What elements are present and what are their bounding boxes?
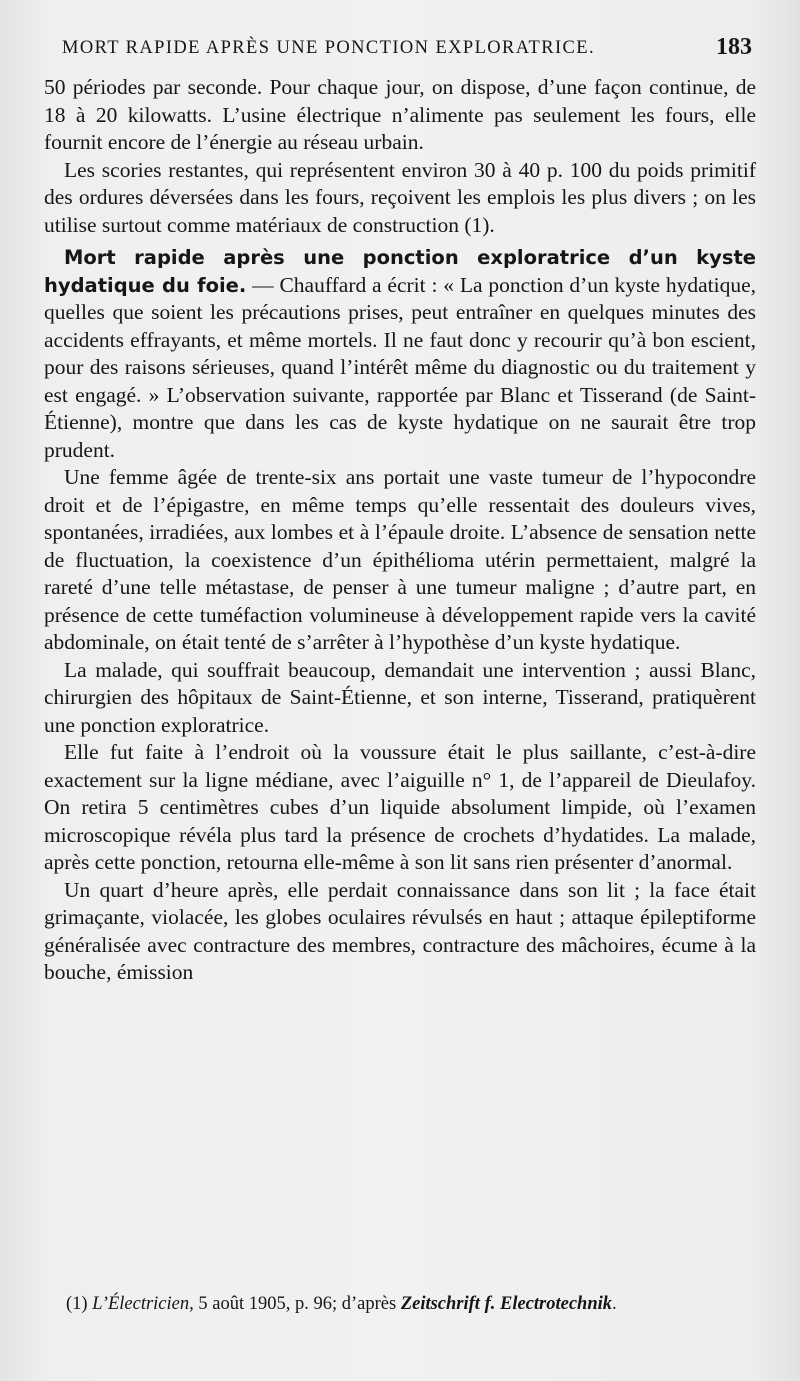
paragraph-case-description: Une femme âgée de trente-six ans portait une vaste tumeur de l’hypocondre droit et de l’épigastre, en même temps qu’elle ressentait des douleurs vives, spontanées, irradiées, aux lombes et à l’épaule droite. L’absence de sensation nette de fluctuation, la coexistence d’un épithélioma utérin permettaient, malgré la rareté d’une telle métastase, de penser à une tumeur maligne ; d’autre part, en présence de cette tuméfaction volumineuse à développement rapide vers la cavité abdominale, on était tenté de s’arrêter à l’hypothèse d’un kyste hydatique. (44, 465, 756, 654)
footnote-journal: L’Électricien, (92, 1294, 194, 1314)
paragraph-scories: Les scories restantes, qui représentent environ 30 à 40 p. 100 du poids primitif des ordures déversées dans les fours, reçoivent les emplois les plus divers ; on les utilise surtout comme matériaux de construction (1). (44, 157, 756, 237)
page-number: 183 (716, 34, 752, 60)
section-heading: Mort rapide après une ponction exploratrice d’un kyste hydatique du foie. (44, 246, 756, 297)
footnote-source: Zeitschrift f. Electrotechnik (400, 1294, 612, 1314)
paragraph-continuation: 50 périodes par seconde. Pour chaque jour, on dispose, d’une façon continue, de 18 à 20 kilowatts. L’usine électrique n’alimente pas seulement les fours, elle fournit encore de l’énergie au réseau urbain. (44, 75, 756, 154)
paragraph-section-intro (44, 244, 756, 464)
footnote-marker: (1) (66, 1294, 88, 1314)
paragraph-ponction: Elle fut faite à l’endroit où la voussure était le plus saillante, c’est-à-dire exactement sur la ligne médiane, avec l’aiguille n° 1, de l’appareil de Dieulafoy. On retira 5 centimètres cubes d’un liquide absolument limpide, où l’examen microscopique révéla plus tard la présence de crochets d’hydatides. La malade, après cette ponction, retourna elle-même à son lit sans rien présenter d’anormal. (44, 740, 756, 874)
paragraph-crisis: Un quart d’heure après, elle perdait connaissance dans son lit ; la face était grimaçante, violacée, les globes oculaires révulsés en haut ; attaque épileptiforme généralisée avec contracture des membres, contracture des mâchoires, écume à la bouche, émission (44, 877, 756, 984)
footnote-end: . (612, 1294, 617, 1314)
section-intro-text: — Chauffard a écrit : « La ponction d’un kyste hydatique, quelles que soient les précautions prises, peut entraîner en quelques minutes des accidents effrayants, et même mortels. Il ne faut donc y recourir qu’à bon escient, pour des raisons sérieuses, quand l’intérêt même du diagnostic ou du traitement y est engagé. » L’observation suivante, rapportée par Blanc et Tisserand (de Saint-Étienne), montre que dans les cas de kyste hydatique on ne saurait être trop prudent. (44, 272, 756, 462)
body-text (44, 74, 756, 987)
running-head (62, 36, 752, 66)
running-title: MORT RAPIDE APRÈS UNE PONCTION EXPLORATRICE. (62, 38, 595, 58)
footnote-date-ref: 5 août 1905, p. 96; d’après (193, 1294, 401, 1314)
paragraph-intervention: La malade, qui souffrait beaucoup, demandait une intervention ; aussi Blanc, chirurgien des hôpitaux de Saint-Étienne, et son interne, Tisserand, pratiquèrent une ponction exploratrice. (44, 657, 756, 737)
footnote (44, 1292, 756, 1317)
